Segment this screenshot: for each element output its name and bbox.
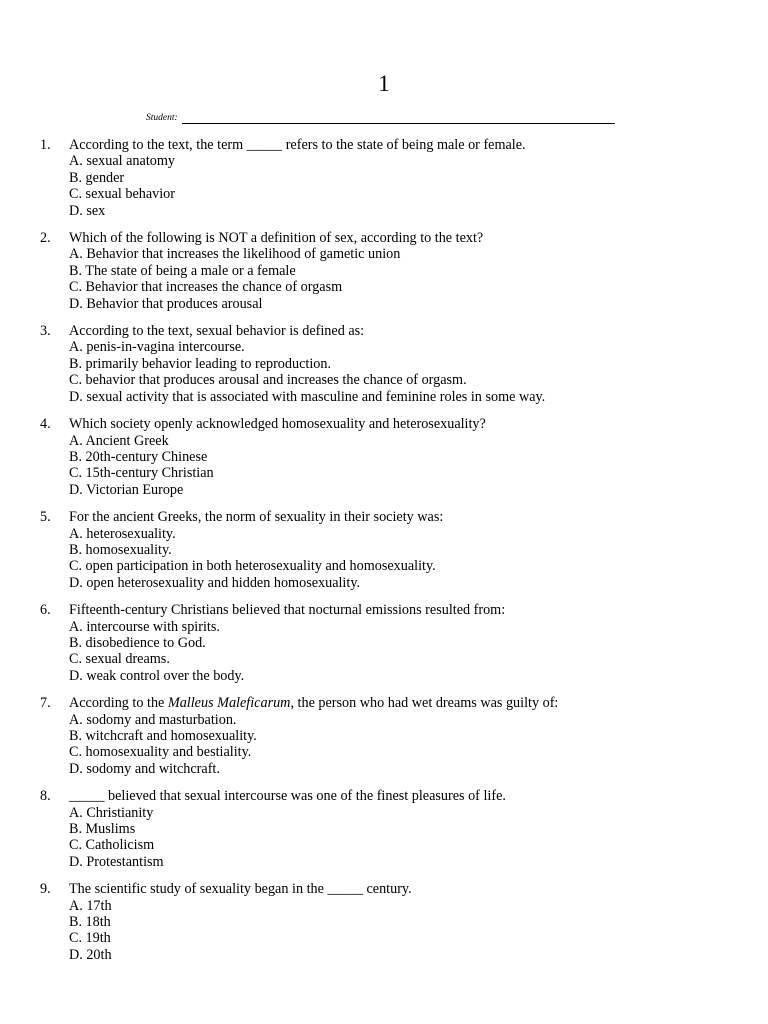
question-number: 3. [40,323,51,340]
question-number: 8. [40,788,51,805]
question-6 [0,602,768,684]
question-4 [0,416,768,498]
question-1 [0,137,768,219]
question-stem: The scientific study of sexuality began in the _____ century. [69,881,412,898]
answer-option-d[interactable]: D. open heterosexuality and hidden homosexuality. [69,574,361,591]
question-number: 7. [40,695,51,712]
question-number: 5. [40,509,51,526]
question-9 [0,881,768,963]
answer-option-c[interactable]: C. behavior that produces arousal and increases the chance of orgasm. [69,372,467,389]
answer-option-d[interactable]: D. sexual activity that is associated with masculine and feminine roles in some way. [69,388,546,405]
question-stem: According to the text, the term _____ refers to the state of being male or female. [69,137,526,153]
question-7 [0,695,768,777]
answer-option-a[interactable]: A. 17th [69,897,112,914]
answer-option-b[interactable]: B. primarily behavior leading to reproduction. [69,355,332,372]
question-stem: Which of the following is NOT a definition of sex, according to the text? [69,230,484,247]
question-stem-after: , the person who had wet dreams was guilty of: [290,695,559,712]
answer-option-d[interactable]: D. Protestantism [69,853,164,870]
question-body [69,416,768,498]
student-label: Student: [146,113,178,123]
answer-option-d[interactable]: D. Victorian Europe [69,481,184,498]
question-5 [0,509,768,591]
answer-option-b[interactable]: B. 20th-century Chinese [69,448,208,465]
question-number: 2. [40,230,51,247]
answer-option-c[interactable]: C. open participation in both heterosexuality and homosexuality. [69,558,436,575]
question-body [69,509,768,591]
student-name-line [146,112,615,124]
answer-option-d[interactable]: D. Behavior that produces arousal [69,295,263,312]
answer-option-b[interactable]: B. 18th [69,914,111,931]
book-title: Malleus Maleficarum [167,695,291,712]
question-body [69,602,768,684]
question-body [69,137,768,219]
question-stem: Fifteenth-century Christians believed that nocturnal emissions resulted from: [69,602,506,619]
question-number: 9. [40,881,51,898]
answer-option-a[interactable]: A. sodomy and masturbation. [69,711,237,728]
question-stem: According to the text, sexual behavior is defined as: [69,323,365,340]
question-list [0,137,768,974]
answer-option-b[interactable]: B. homosexuality. [69,541,172,558]
answer-option-a[interactable]: A. heterosexuality. [69,525,176,542]
question-stem: For the ancient Greeks, the norm of sexuality in their society was: [69,509,444,526]
answer-option-b[interactable]: B. Muslims [69,821,136,838]
answer-option-a[interactable]: A. penis-in-vagina intercourse. [69,339,245,356]
answer-option-d[interactable]: D. sodomy and witchcraft. [69,760,220,777]
question-3 [0,323,768,405]
answer-option-b[interactable]: B. disobedience to God. [69,634,206,651]
answer-option-a[interactable]: A. intercourse with spirits. [69,618,220,635]
question-number: 6. [40,602,51,619]
answer-option-c[interactable]: C. sexual dreams. [69,651,170,668]
answer-option-a[interactable]: A. sexual anatomy [69,153,175,170]
answer-option-d[interactable]: D. sex [69,202,106,219]
answer-option-c[interactable]: C. Catholicism [69,837,155,854]
question-body [69,695,768,777]
question-stem: Which society openly acknowledged homosexuality and heterosexuality? [69,416,486,433]
question-body [69,881,768,963]
question-number: 4. [40,416,51,433]
answer-option-c[interactable]: C. 15th-century Christian [69,465,214,482]
answer-option-c[interactable]: C. homosexuality and bestiality. [69,744,252,761]
answer-option-a[interactable]: A. Christianity [69,804,154,821]
question-body [69,323,768,405]
question-stem [69,695,768,711]
question-stem-before: According to the [69,695,168,712]
answer-option-c[interactable]: C. 19th [69,930,111,947]
question-number: 1. [40,137,51,153]
answer-option-c[interactable]: C. sexual behavior [69,186,175,203]
answer-option-a[interactable]: A. Behavior that increases the likelihood of gametic union [69,246,401,263]
page-number: 1 [378,71,390,96]
answer-option-b[interactable]: B. gender [69,169,125,186]
answer-option-d[interactable]: D. weak control over the body. [69,667,245,684]
question-body [69,230,768,312]
question-8 [0,788,768,870]
answer-option-c[interactable]: C. Behavior that increases the chance of orgasm [69,279,343,296]
answer-option-d[interactable]: D. 20th [69,946,112,963]
student-name-blank[interactable] [182,114,615,124]
answer-option-b[interactable]: B. witchcraft and homosexuality. [69,728,257,744]
answer-option-a[interactable]: A. Ancient Greek [69,432,169,449]
question-stem: _____ believed that sexual intercourse was one of the finest pleasures of life. [69,788,506,805]
question-body [69,788,768,870]
answer-option-b[interactable]: B. The state of being a male or a female [69,262,296,279]
question-2 [0,230,768,312]
